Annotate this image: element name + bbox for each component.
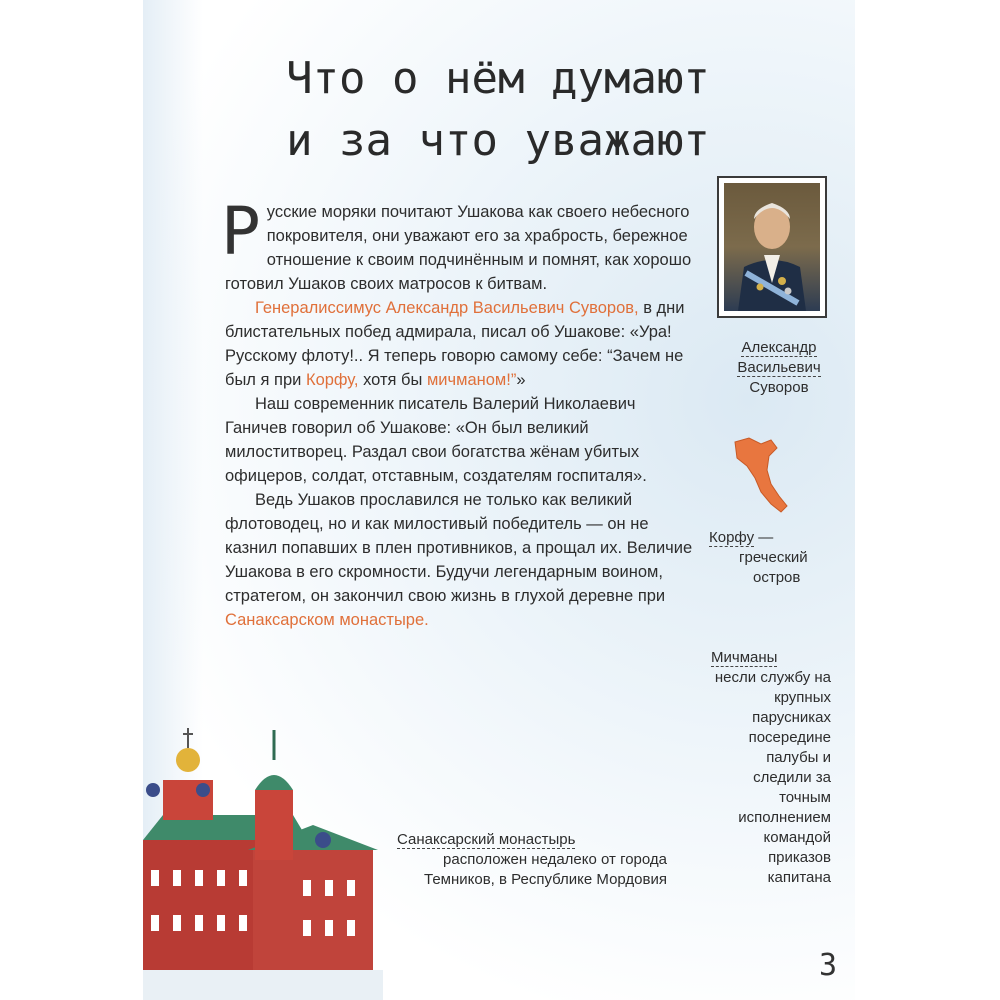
portrait-frame — [717, 176, 827, 318]
suvorov-portrait — [724, 183, 820, 311]
paragraph-1-text: усские моряки почитают Ушакова как своего небесного покровителя, они уважают его за храбрость, бережное отношение к своим подчинённым и помнят, как хорошо готовил Ушаков своих матросов к битвам. — [225, 203, 692, 293]
monastery-caption — [397, 830, 667, 890]
michmany-caption — [711, 648, 831, 888]
paragraph-1 — [221, 193, 695, 296]
paragraph-2-text-a: в дни блистательных побед адмирала, писал об Ушакове: «Ура! Русскому флоту!.. Я теперь говорю самому себе: “Зачем не был я при — [225, 299, 685, 389]
suvorov-caption-l3: Суворов — [749, 379, 809, 396]
page-number: 3 — [819, 948, 838, 983]
monastery-reference: Санаксарском монастыре. — [225, 611, 429, 629]
main-text — [221, 193, 695, 632]
title-line-1: Что о нём думают — [286, 53, 710, 104]
suvorov-caption-l1: Александр — [741, 339, 817, 356]
korfu-reference: Корфу, — [305, 371, 359, 389]
korfu-caption-l2: греческий — [739, 549, 808, 566]
korfu-caption-l3: остров — [753, 569, 801, 586]
monastery-term: Санаксарский монастырь — [397, 831, 576, 848]
michman-reference: мичманом!” — [426, 371, 517, 389]
page-title — [258, 48, 738, 172]
paragraph-4 — [225, 488, 695, 632]
paragraph-2-text-c: » — [516, 371, 526, 389]
suvorov-caption — [709, 338, 849, 398]
paragraph-4-text: Ведь Ушаков прославился не только как великий флотоводец, но и как милостивый победитель — он не казнил попавших в плен противников, а прощал их. Величие Ушакова в его скромности. Будучи легендарным воином, стратегом, он закончил свою жизнь в глухой деревне при — [225, 491, 693, 605]
korfu-dash: — — [754, 529, 774, 546]
michmany-description: несли службу на крупных парусниках посередине палубы и следили за точным исполнением командой приказов капитана — [714, 669, 831, 886]
corfu-map — [731, 436, 789, 516]
suvorov-reference: Генералиссимус Александр Васильевич Суворов, — [255, 299, 639, 317]
drop-cap: Р — [221, 193, 261, 270]
title-line-2: и за что уважают — [286, 115, 710, 166]
monastery-description: расположен недалеко от города Темников, в Республике Мордовия — [424, 851, 667, 888]
book-page — [143, 0, 855, 1000]
paragraph-2-text-b: хотя бы — [358, 371, 427, 389]
suvorov-caption-l2: Васильевич — [737, 359, 821, 376]
korfu-term: Корфу — [709, 529, 755, 546]
paragraph-3: Наш современник писатель Валерий Николаевич Ганичев говорил об Ушакове: «Он был великий милоститворец. Раздал свои богатства жёнам убитых офицеров, солдат, отставным, создателям госпиталя». — [225, 395, 647, 485]
paragraph-2 — [225, 296, 695, 392]
korfu-caption — [709, 528, 839, 588]
monastery-illustration — [143, 720, 383, 1000]
portrait-illustration — [724, 183, 820, 311]
michmany-term: Мичманы — [711, 649, 778, 666]
